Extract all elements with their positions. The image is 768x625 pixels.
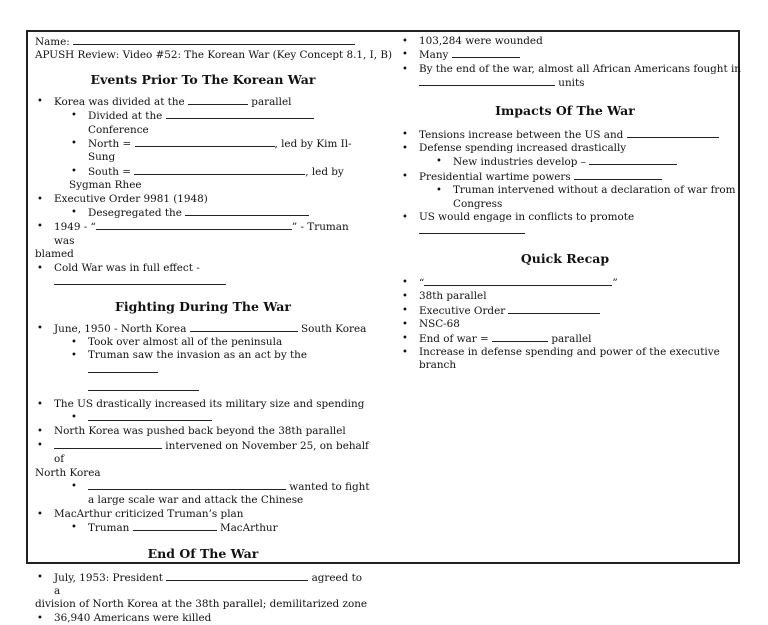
- list-item: • New industries develop –: [434, 155, 730, 169]
- list-item: • Divided at the Conference: [69, 109, 371, 137]
- fill-blank[interactable]: [54, 439, 162, 449]
- fill-blank[interactable]: [88, 411, 212, 421]
- name-line: [35, 35, 371, 49]
- list-item: • 38th parallel: [400, 290, 730, 303]
- list-item: [69, 411, 371, 425]
- list-item: • Executive Order 9981 (1948) • Desegregated the: [35, 193, 371, 221]
- fill-blank[interactable]: [134, 165, 305, 175]
- list-item: • Truman MacArthur: [69, 521, 371, 535]
- fill-blank[interactable]: [574, 170, 662, 180]
- fill-blank[interactable]: [424, 276, 612, 286]
- list-item: • wanted to fight a large scale war and attack the Chinese: [69, 480, 371, 508]
- fill-blank[interactable]: [88, 363, 158, 373]
- list-item: • The US drastically increased its military size and spending •: [35, 398, 371, 426]
- fill-blank[interactable]: [88, 480, 286, 490]
- list-item: • South = , led by Sygman Rhee: [69, 165, 371, 193]
- sub-list: [400, 155, 730, 169]
- list-item: • North Korea was pushed back beyond the 38th parallel: [35, 425, 371, 438]
- list-item: • 36,940 Americans were killed: [35, 612, 371, 625]
- list-item: • July, 1953: President agreed to a division of North Korea at the 38th parallel; demilitarized zone: [35, 571, 371, 612]
- list-item: • Executive Order: [400, 304, 730, 318]
- sub-list: [35, 336, 371, 396]
- sub-list: [35, 411, 371, 425]
- list-item: • Tensions increase between the US and: [400, 128, 730, 142]
- section-heading-fighting: Fighting During The War: [115, 298, 291, 314]
- right-column: [400, 35, 741, 373]
- left-column: [35, 35, 393, 625]
- list-item: • Desegregated the: [69, 206, 371, 220]
- fill-blank[interactable]: [492, 332, 548, 342]
- list-item: • 1949 - “ ” - Truman was blamed: [35, 220, 371, 261]
- list-item: • 103,284 were wounded: [400, 35, 730, 48]
- sub-list: [400, 184, 736, 211]
- list-item: • Truman saw the invasion as an act by the: [69, 349, 371, 395]
- fill-blank[interactable]: [419, 76, 555, 86]
- fill-blank[interactable]: [135, 137, 275, 147]
- section-heading-recap: Quick Recap: [520, 250, 610, 266]
- list-item: • Korea was divided at the parallel • Divided at the Conference • North = , led by Kim Il-Sung • South = , led by Sygman Rhee: [35, 95, 371, 193]
- list-item: • Took over almost all of the peninsula: [69, 336, 371, 349]
- list-item: • By the end of the war, almost all African Americans fought in units: [400, 63, 730, 91]
- end-list: [35, 571, 371, 625]
- recap-list: [400, 276, 730, 373]
- fill-blank[interactable]: [188, 95, 248, 105]
- sub-list: [35, 480, 371, 508]
- list-item: • End of war = parallel: [400, 332, 730, 346]
- list-item: • Truman intervened without a declaration of war from Congress: [434, 184, 730, 211]
- list-item: • Increase in defense spending and power of the executive branch: [400, 346, 730, 373]
- section-heading-end: End Of The War: [147, 545, 259, 561]
- name-label: Name:: [35, 36, 70, 48]
- fill-blank[interactable]: [508, 304, 600, 314]
- section-heading-impacts: Impacts Of The War: [495, 102, 635, 118]
- worksheet: [26, 30, 741, 624]
- list-item: • MacArthur criticized Truman’s plan • Truman MacArthur: [35, 508, 371, 536]
- list-item: • “ ”: [400, 276, 730, 290]
- page-title: APUSH Review: Video #52: The Korean War (Key Concept 8.1, I, B): [35, 49, 393, 62]
- list-item: • NSC-68: [400, 318, 730, 331]
- fill-blank[interactable]: [96, 220, 292, 230]
- fighting-list: [35, 322, 371, 536]
- fill-blank[interactable]: [419, 224, 525, 234]
- fill-blank[interactable]: [190, 322, 298, 332]
- fill-blank[interactable]: [54, 275, 226, 285]
- list-item: • June, 1950 - North Korea South Korea • Took over almost all of the peninsula • Truman saw the invasion as an act by the: [35, 322, 371, 396]
- fill-blank[interactable]: [166, 571, 308, 581]
- fill-blank[interactable]: [166, 109, 314, 119]
- fill-blank[interactable]: [88, 381, 199, 391]
- fill-blank[interactable]: [185, 206, 309, 216]
- list-item: • Presidential wartime powers • Truman intervened without a declaration of war from Congress: [400, 170, 730, 211]
- end-list-continued: [400, 35, 741, 91]
- name-blank[interactable]: [73, 35, 355, 45]
- sub-list: [35, 521, 371, 535]
- list-item: • US would engage in conflicts to promote: [400, 211, 730, 239]
- list-item: • Cold War was in full effect -: [35, 262, 371, 290]
- impacts-list: [400, 128, 736, 239]
- list-item: • Many: [400, 48, 730, 62]
- section-heading-events-prior: Events Prior To The Korean War: [90, 71, 316, 87]
- list-item: • intervened on November 25, on behalf of North Korea • wanted to fight a large scale war and attack the Chinese: [35, 439, 371, 508]
- fill-blank[interactable]: [627, 128, 719, 138]
- events-prior-list: [35, 95, 371, 290]
- list-item: • North = , led by Kim Il-Sung: [69, 137, 371, 165]
- fill-blank[interactable]: [133, 521, 217, 531]
- fill-blank[interactable]: [589, 155, 677, 165]
- sub-list: [35, 109, 371, 192]
- sub-list: [35, 206, 371, 220]
- fill-blank[interactable]: [452, 48, 520, 58]
- list-item: • Defense spending increased drastically • New industries develop –: [400, 142, 730, 170]
